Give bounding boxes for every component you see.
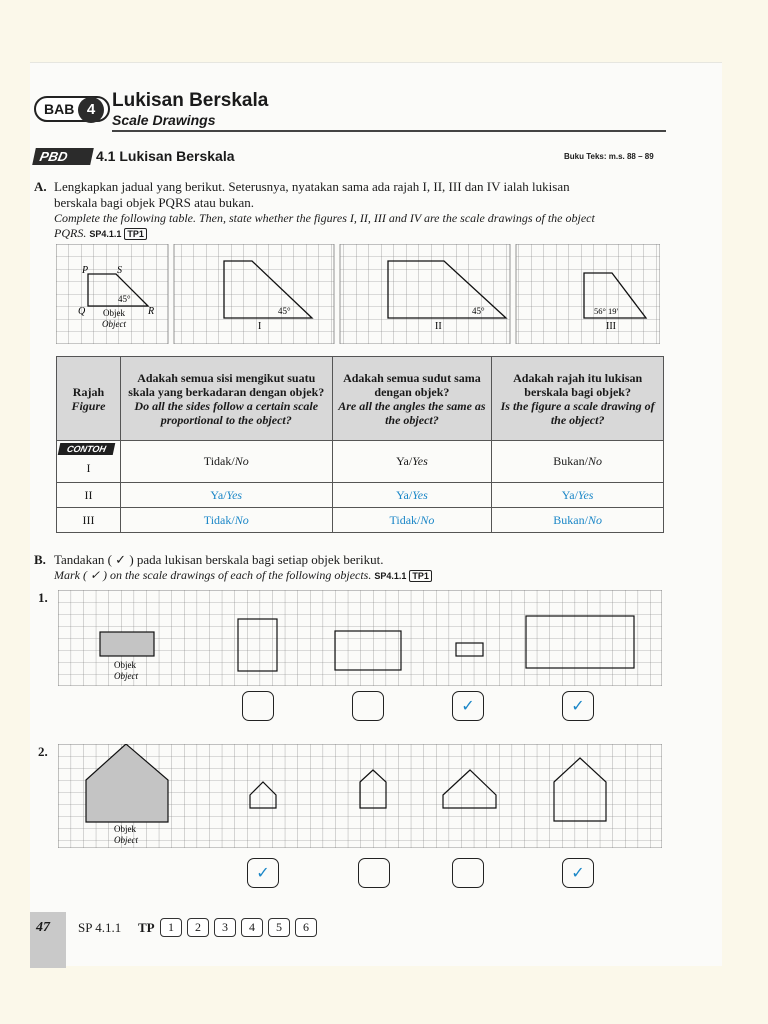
figures-a-grid — [56, 244, 660, 344]
question-b-en-text: Mark ( ✓ ) on the scale drawings of each of the following objects. — [54, 568, 372, 582]
cell-i-scale — [492, 441, 664, 483]
tp-level-3[interactable]: 3 — [214, 918, 236, 937]
header-sides-ms: Adakah semua sisi mengikut suatu skala yang berkadaran dengan objek? — [128, 370, 325, 399]
angle-iii: 56° 19' — [594, 306, 619, 316]
grid-panel-object — [56, 244, 168, 344]
header-rule — [112, 130, 666, 132]
chapter-number: 4 — [78, 97, 104, 123]
b2-object-label: Object — [114, 835, 138, 845]
b1-grid — [58, 590, 662, 686]
b2-checkbox-2[interactable] — [358, 858, 390, 888]
cell-i-angles-ms: Ya/ — [396, 454, 413, 468]
header-figure-ms: Rajah — [72, 384, 105, 399]
cell-i-sides — [120, 441, 332, 483]
header-scale-ms: Adakah rajah itu lukisan berskala bagi objek? — [513, 370, 643, 399]
header-angles-en: Are all the angles the same as the object? — [338, 398, 486, 427]
b1-checkbox-3[interactable]: ✓ — [452, 691, 484, 721]
cell-ii-sides-en: Yes — [226, 487, 243, 502]
question-b-tp-badge: TP1 — [409, 570, 432, 582]
b2-checkbox-3[interactable] — [452, 858, 484, 888]
tp-level-5[interactable]: 5 — [268, 918, 290, 937]
question-a-tp-badge: TP1 — [124, 228, 147, 240]
question-a-letter: A. — [34, 179, 47, 194]
b1-checkbox-2[interactable] — [352, 691, 384, 721]
footer-sp: SP 4.1.1 — [78, 920, 122, 935]
label-i: I — [258, 321, 262, 332]
table-row — [57, 483, 664, 508]
question-a-en-line-2 — [54, 226, 674, 242]
question-a-en-line-1: Complete the following table. Then, state whether the figures I, II, III and IV are the scale drawings of the object — [54, 211, 595, 225]
question-a-text-ms — [54, 179, 666, 211]
header-angles — [332, 357, 492, 441]
header-sides-en: Do all the sides follow a certain scale proportional to the object? — [134, 398, 319, 427]
b1-object-label: Object — [114, 671, 138, 681]
angle-object: 45° — [118, 294, 131, 304]
cell-ii-angles-ms: Ya/ — [396, 487, 413, 502]
label-ii: II — [435, 321, 442, 332]
header-scale-drawing — [492, 357, 664, 441]
tp-level-2[interactable]: 2 — [187, 918, 209, 937]
cell-iii-angles-ms: Tidak/ — [389, 512, 421, 527]
question-b-letter: B. — [34, 552, 46, 567]
b2-checkbox-1[interactable]: ✓ — [247, 858, 279, 888]
cell-figure-iii: III — [57, 508, 121, 533]
cell-i-angles-en: Yes — [412, 454, 428, 468]
cell-ii-scale-ms: Ya/ — [561, 487, 578, 502]
cell-iii-scale-en: No — [587, 512, 602, 527]
angle-ii: 45° — [472, 306, 485, 316]
question-a-line-2: berskala bagi objek PQRS atau bukan. — [54, 195, 255, 210]
angle-i: 45° — [278, 306, 291, 316]
pbd-badge: PBD — [32, 148, 94, 165]
label-s: S — [117, 265, 122, 276]
table-row — [57, 508, 664, 533]
tp-level-1[interactable]: 1 — [160, 918, 182, 937]
cell-iii-angles-en: No — [420, 512, 435, 527]
label-q: Q — [78, 306, 86, 317]
page-number: 47 — [36, 920, 50, 935]
grid-panel-iii — [516, 244, 660, 344]
cell-i-scale-ms: Bukan/ — [553, 454, 588, 468]
b2-grid — [58, 744, 662, 848]
b1-checkbox-1[interactable] — [242, 691, 274, 721]
fig-label-i: I — [86, 461, 91, 475]
question-a-line-1: Lengkapkan jadual yang berikut. Seterusnya, nyatakan sama ada rajah I, II, III dan IV ialah lukisan — [54, 179, 570, 194]
textbook-reference: Buku Teks: m.s. 88 – 89 — [564, 152, 654, 161]
cell-i-angles — [332, 441, 492, 483]
objek-label: Objek — [103, 308, 125, 318]
chapter-subtitle: Scale Drawings — [112, 112, 216, 128]
question-a-sp-code: SP4.1.1 — [89, 229, 122, 239]
cell-ii-scale-en: Yes — [577, 487, 594, 502]
table-row — [57, 441, 664, 483]
chapter-title: Lukisan Berskala — [112, 90, 269, 111]
grid-panel-ii — [340, 244, 510, 344]
cell-ii-angles-en: Yes — [412, 487, 428, 502]
cell-figure-ii: II — [57, 483, 121, 508]
question-b-text-en — [54, 568, 432, 583]
question-b-sp-code: SP4.1.1 — [374, 571, 407, 581]
question-b-text-ms: Tandakan ( ✓ ) pada lukisan berskala bagi setiap objek berikut. — [54, 552, 384, 567]
header-angles-ms: Adakah semua sudut sama dengan objek? — [343, 370, 481, 399]
cell-iii-scale — [492, 508, 664, 533]
label-iii: III — [606, 321, 616, 332]
b2-objek-label: Objek — [114, 824, 136, 834]
answer-table — [56, 356, 664, 533]
cell-iii-sides-en: No — [234, 512, 249, 527]
question-a-en-line-2-text: PQRS. — [54, 226, 87, 240]
cell-iii-scale-ms: Bukan/ — [553, 512, 588, 527]
b2-number: 2. — [38, 744, 48, 759]
cell-i-scale-en: No — [587, 454, 602, 468]
header-figure-en: Figure — [71, 398, 106, 413]
grid-panel-i — [174, 244, 334, 344]
table-header-row — [57, 357, 664, 441]
cell-ii-sides — [120, 483, 332, 508]
label-r: R — [148, 306, 155, 317]
footer-tp-label: TP — [138, 920, 155, 935]
section-title: 4.1 Lukisan Berskala — [96, 148, 235, 164]
cell-figure-i — [57, 441, 121, 483]
cell-i-sides-ms: Tidak/ — [203, 454, 235, 468]
b1-checkbox-4[interactable]: ✓ — [562, 691, 594, 721]
b2-checkbox-4[interactable]: ✓ — [562, 858, 594, 888]
cell-iii-sides-ms: Tidak/ — [203, 512, 235, 527]
cell-iii-sides — [120, 508, 332, 533]
b1-number: 1. — [38, 590, 48, 605]
tp-level-6[interactable]: 6 — [295, 918, 317, 937]
tp-level-4[interactable]: 4 — [241, 918, 263, 937]
cell-ii-sides-ms: Ya/ — [210, 487, 227, 502]
contoh-badge: CONTOH — [58, 443, 115, 455]
question-a-text-en — [54, 211, 674, 242]
cell-ii-angles — [332, 483, 492, 508]
header-sides — [120, 357, 332, 441]
bab-label: BAB — [44, 101, 75, 117]
cell-ii-scale — [492, 483, 664, 508]
header-figure — [57, 357, 121, 441]
cell-i-sides-en: No — [234, 454, 249, 468]
b1-objek-label: Objek — [114, 660, 136, 670]
object-label: Object — [102, 319, 126, 329]
cell-iii-angles — [332, 508, 492, 533]
label-p: P — [82, 265, 89, 276]
header-scale-en: Is the figure a scale drawing of the object? — [500, 398, 655, 427]
